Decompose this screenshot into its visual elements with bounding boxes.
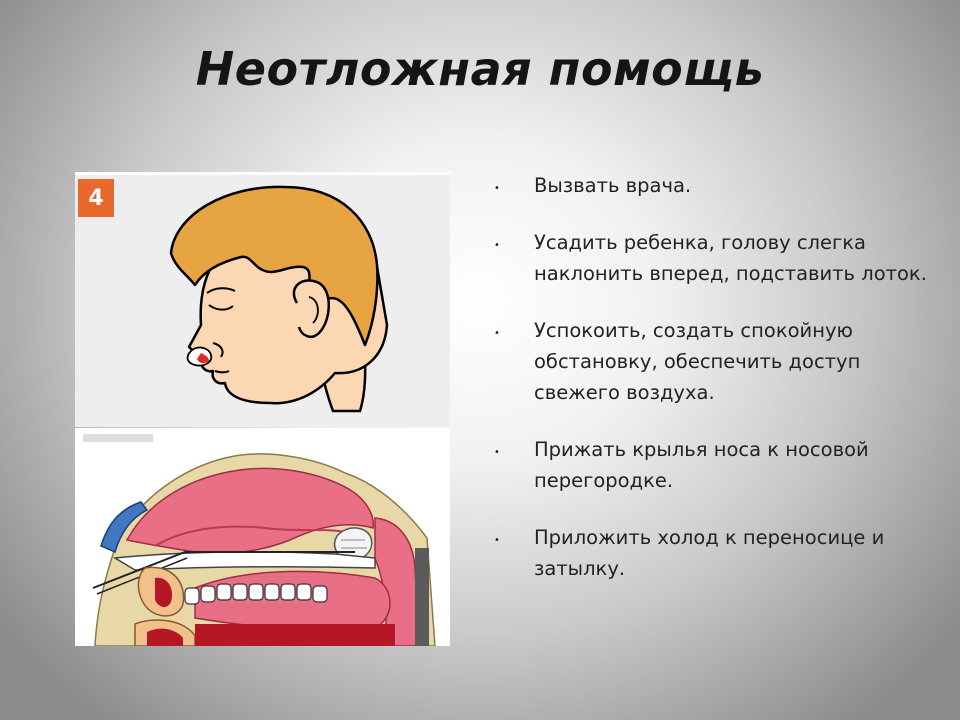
first-aid-steps-list: [492, 170, 932, 610]
bullet-icon: •: [494, 240, 500, 251]
ear-shape: [294, 280, 329, 336]
child-head-drawing: [75, 175, 450, 427]
nasal-cavity-illustration: [75, 428, 450, 646]
bullet-icon: •: [494, 183, 500, 194]
slide-title: Неотложная помощь: [195, 42, 765, 96]
step-text: Успокоить, создать спокойную обстановку, обеспечить доступ свежего воздуха.: [534, 319, 861, 404]
step-item: [492, 522, 932, 584]
bullet-icon: •: [494, 447, 500, 458]
step-item: [492, 170, 932, 201]
step-text: Усадить ребенка, голову слегка наклонить вперед, подставить лоток.: [534, 231, 927, 285]
step-text: Прижать крылья носа к носовой перегородке.: [534, 438, 869, 492]
step-item: [492, 315, 932, 408]
step-text: Вызвать врача.: [534, 174, 692, 197]
step-number-badge: 4: [78, 179, 114, 217]
bullet-icon: •: [494, 535, 500, 546]
step-item: [492, 227, 932, 289]
step-text: Приложить холод к переносице и затылку.: [534, 526, 885, 580]
bullet-icon: •: [494, 328, 500, 339]
tongue: [195, 571, 390, 630]
step-item: [492, 434, 932, 496]
child-head-illustration: [75, 172, 450, 427]
nasal-cross-section-drawing: [75, 428, 450, 646]
